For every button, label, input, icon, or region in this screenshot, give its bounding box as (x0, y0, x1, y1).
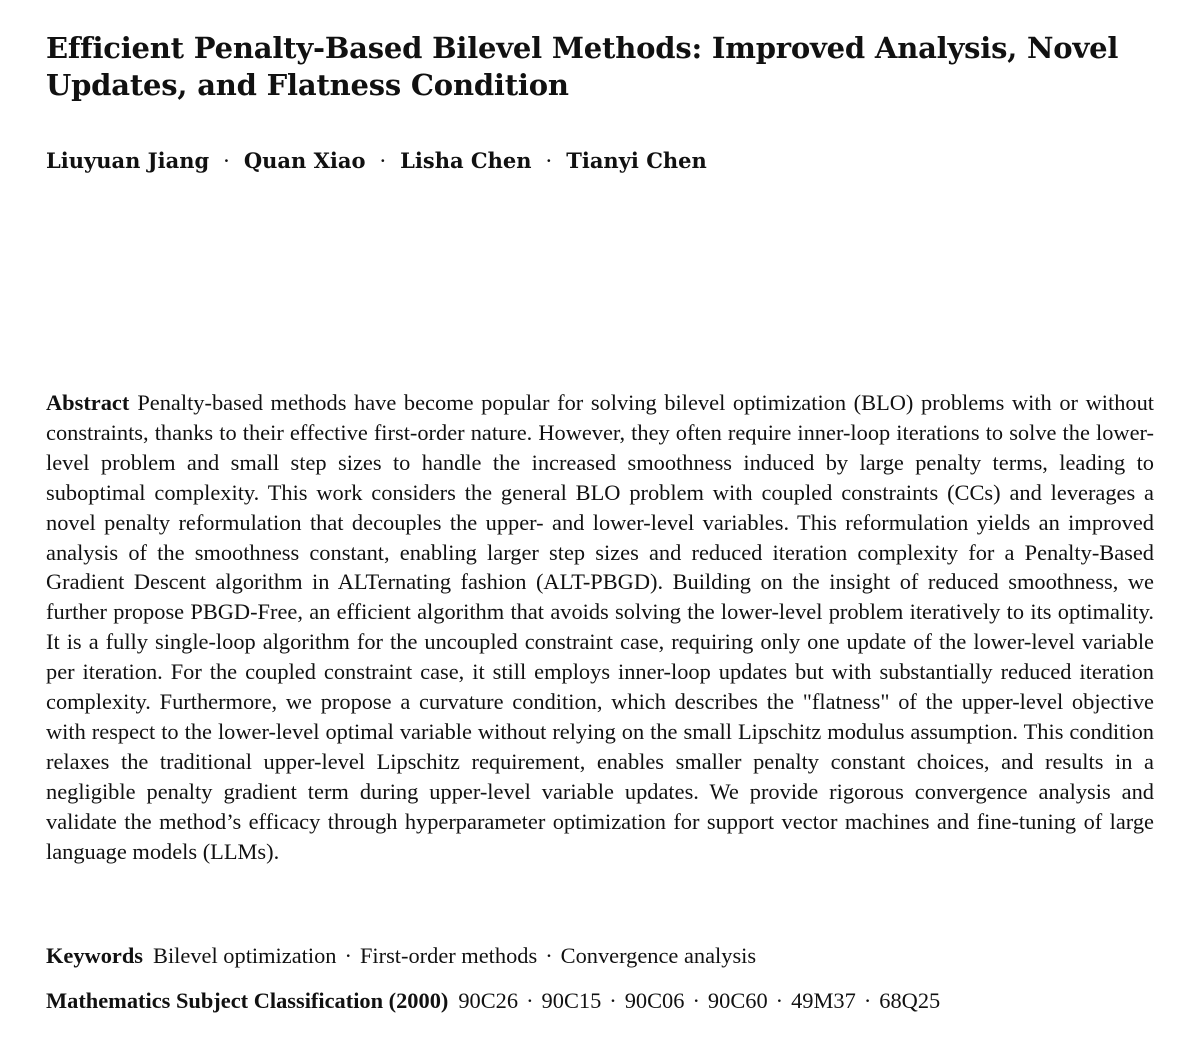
keyword-separator: · (545, 943, 553, 968)
msc-code: 90C15 (541, 988, 602, 1013)
keyword-item: First-order methods (359, 943, 538, 968)
msc-code: 90C26 (458, 988, 519, 1013)
msc-code: 49M37 (791, 988, 856, 1013)
abstract-text: Penalty-based methods have become popular for solving bilevel optimization (BLO) problems with or without constraints, thanks to their effective first-order nature. However, they often require inner-loop iterations to solve the lower-level problem and small step sizes to handle the increased smoothness induced by large penalty terms, leading to suboptimal complexity. This work considers the general BLO problem with coupled constraints (CCs) and leverages a novel penalty reformulation that decouples the upper- and lower-level variables. This reformulation yields an improved analysis of the smoothness constant, enabling larger step sizes and reduced iteration complexity for a Penalty-Based Gradient Descent algorithm in ALTernating fashion (ALT-PBGD). Building on the insight of reduced smoothness, we further propose PBGD-Free, an efficient algorithm that avoids solving the lower-level problem iteratively to its optimality. It is a fully single-loop algorithm for the uncoupled constraint case, requiring only one update of the lower-level variable per iteration. For the coupled constraint case, it still employs inner-loop updates but with substantially reduced iteration complexity. Furthermore, we propose a curvature condition, which describes the "flatness" of the upper-level objective with respect to the lower-level optimal variable without relying on the small Lipschitz modulus assumption. This condition relaxes the traditional upper-level Lipschitz requirement, enables smaller penalty constant choices, and results in a negligible penalty gradient term during upper-level variable updates. We provide rigorous convergence analysis and validate the method’s efficacy through hyperparameter optimization for support vector machines and fine-tuning of large language models (LLMs). (46, 390, 1154, 864)
msc-code: 90C06 (624, 988, 685, 1013)
msc-code: 90C60 (707, 988, 768, 1013)
author-separator: · (545, 149, 553, 173)
author-list (46, 147, 1154, 175)
msc-separator: · (526, 988, 534, 1013)
msc-separator: · (692, 988, 700, 1013)
msc-code: 68Q25 (879, 988, 941, 1013)
keywords-label: Keywords (46, 943, 144, 968)
keyword-item: Bilevel optimization (153, 943, 337, 968)
abstract-block (46, 388, 1154, 867)
paper-title: Efficient Penalty-Based Bilevel Methods: Improved Analysis, Novel Updates, and Flatness Condition (46, 31, 1119, 102)
author-separator: · (223, 149, 230, 173)
msc-label: Mathematics Subject Classification (2000) (46, 988, 449, 1013)
keywords-line (46, 941, 1154, 971)
author-separator: · (379, 149, 387, 173)
msc-separator: · (775, 988, 784, 1013)
keyword-item: Convergence analysis (560, 943, 757, 968)
author-name: Quan Xiao (243, 148, 366, 173)
keyword-separator: · (344, 943, 352, 968)
msc-separator: · (863, 988, 872, 1013)
msc-line (46, 986, 1154, 1016)
abstract-heading: Abstract (46, 390, 130, 415)
author-name: Tianyi Chen (566, 148, 707, 173)
author-name: Liuyuan Jiang (46, 148, 210, 173)
author-name: Lisha Chen (400, 148, 532, 173)
msc-separator: · (609, 988, 617, 1013)
